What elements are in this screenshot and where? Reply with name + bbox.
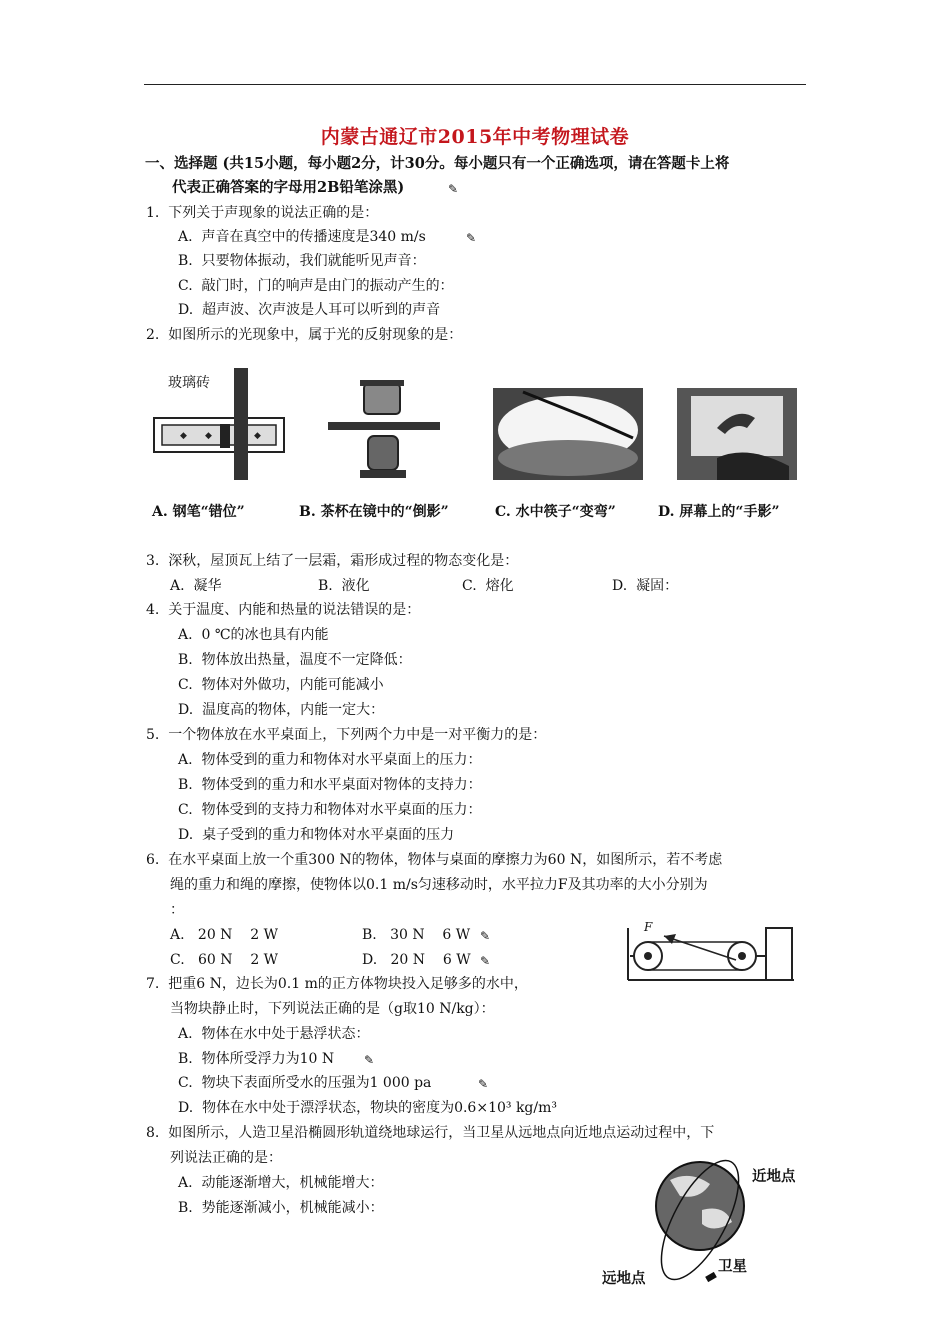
q5-option-a: A. 物体受到的重力和物体对水平桌面上的压力：: [178, 752, 482, 768]
q1-option-a: A. 声音在真空中的传播速度是340 m/s: [178, 229, 426, 245]
q7-option-d: D. 物体在水中处于漂浮状态，物块的密度为0.6×10³ kg/m³: [178, 1100, 557, 1116]
mark-icon: ✎: [364, 1053, 375, 1067]
q7-option-b: B. 物体所受浮力为10 N: [178, 1051, 335, 1067]
q3-option-a: A. 凝华: [170, 578, 222, 594]
q5-option-d: D. 桌子受到的重力和物体对水平桌面的压力: [178, 827, 455, 843]
q5-stem: 5. 一个物体放在水平桌面上，下列两个力中是一对平衡力的是：: [146, 727, 547, 743]
q4-stem: 4. 关于温度、内能和热量的说法错误的是：: [146, 602, 421, 618]
section-heading-line1: 一、选择题 (共15小题，每小题2分，计30分。每小题只有一个正确选项，请在答题卡上将: [145, 155, 730, 172]
q2-caption-c: C. 水中筷子“变弯”: [495, 504, 616, 520]
q1-option-b: B. 只要物体振动，我们就能听见声音：: [178, 253, 426, 269]
q8-option-a: A. 动能逐渐增大，机械能增大：: [178, 1175, 384, 1191]
q2-caption-d: D. 屏幕上的“手影”: [658, 504, 780, 520]
q3-option-b: B. 液化: [318, 578, 370, 594]
q8-stem-line2: 列说法正确的是：: [170, 1150, 282, 1166]
svg-text:◆: ◆: [254, 431, 261, 441]
q3-option-d: D. 凝固：: [612, 578, 679, 594]
q6-stem-line3: ：: [170, 902, 184, 918]
q7-stem-line1: 7. 把重6 N，边长为0.1 m的正方体物块投入足够多的水中，: [146, 976, 528, 992]
q6-stem-line2: 绳的重力和绳的摩擦，使物体以0.1 m/s匀速移动时，水平拉力F及其功率的大小分别为: [170, 877, 708, 893]
q4-option-d: D. 温度高的物体，内能一定大：: [178, 702, 385, 718]
q7-stem-line2: 当物块静止时，下列说法正确的是（g取10 N/kg）：: [170, 1001, 495, 1017]
mark-icon: ✎: [480, 954, 491, 968]
figure-hand-shadow: [677, 388, 797, 480]
section-heading-line2: 代表正确答案的字母用2B铅笔涂黑): [172, 179, 405, 196]
figure-teacup-mirror: [326, 376, 442, 484]
q2-stem: 2. 如图所示的光现象中，属于光的反射现象的是：: [146, 327, 463, 343]
q7-option-c: C. 物块下表面所受水的压强为1 000 pa: [178, 1075, 432, 1091]
figure-label-perigee: 近地点: [752, 1168, 796, 1185]
q6-stem-line1: 6. 在水平桌面上放一个重300 N的物体，物体与桌面的摩擦力为60 N，如图所示，若不考虑: [146, 852, 723, 868]
figure-chopsticks-water: [493, 388, 643, 480]
mark-icon: ✎: [480, 929, 491, 943]
page-title: 内蒙古通辽市2015年中考物理试卷: [320, 126, 630, 148]
q8-option-b: B. 势能逐渐减小，机械能减小：: [178, 1200, 384, 1216]
figure-label-apogee: 远地点: [602, 1270, 646, 1287]
q8-stem-line1: 8. 如图所示，人造卫星沿椭圆形轨道绕地球运行，当卫星从远地点向近地点运动过程中，下: [146, 1125, 715, 1141]
svg-text:◆: ◆: [180, 431, 187, 441]
q3-option-c: C. 熔化: [462, 578, 514, 594]
q5-option-b: B. 物体受到的重力和水平桌面对物体的支持力：: [178, 777, 482, 793]
figure-label-satellite: 卫星: [718, 1258, 747, 1275]
q1-stem: 1. 下列关于声现象的说法正确的是：: [146, 205, 379, 221]
q6-option-c: C. 60 N 2 W: [170, 952, 279, 968]
q5-option-c: C. 物体受到的支持力和物体对水平桌面的压力：: [178, 802, 482, 818]
q6-option-a: A. 20 N 2 W: [170, 927, 278, 943]
q3-stem: 3. 深秋，屋顶瓦上结了一层霜，霜形成过程的物态变化是：: [146, 553, 519, 569]
figure-label-glass-brick: 玻璃砖: [168, 375, 210, 391]
figure-label-force: F: [644, 920, 653, 934]
header-rule: [144, 84, 806, 85]
q6-option-b: B. 30 N 6 W: [362, 927, 471, 943]
mark-icon: ✎: [466, 231, 477, 245]
q7-option-a: A. 物体在水中处于悬浮状态：: [178, 1026, 370, 1042]
q2-caption-b: B. 茶杯在镜中的“倒影”: [299, 504, 449, 520]
q4-option-a: A. 0 ℃的冰也具有内能: [178, 627, 329, 643]
q2-caption-a: A. 钢笔“错位”: [152, 504, 245, 520]
q4-option-c: C. 物体对外做功，内能可能减小: [178, 677, 384, 693]
q6-option-d: D. 20 N 6 W: [362, 952, 471, 968]
mark-icon: ✎: [478, 1077, 489, 1091]
q1-option-d: D. 超声波、次声波是人耳可以听到的声音: [178, 302, 441, 318]
mark-icon: ✎: [448, 182, 459, 196]
q4-option-b: B. 物体放出热量，温度不一定降低：: [178, 652, 412, 668]
q1-option-c: C. 敲门时，门的响声是由门的振动产生的：: [178, 278, 454, 294]
svg-text:◆: ◆: [205, 431, 212, 441]
